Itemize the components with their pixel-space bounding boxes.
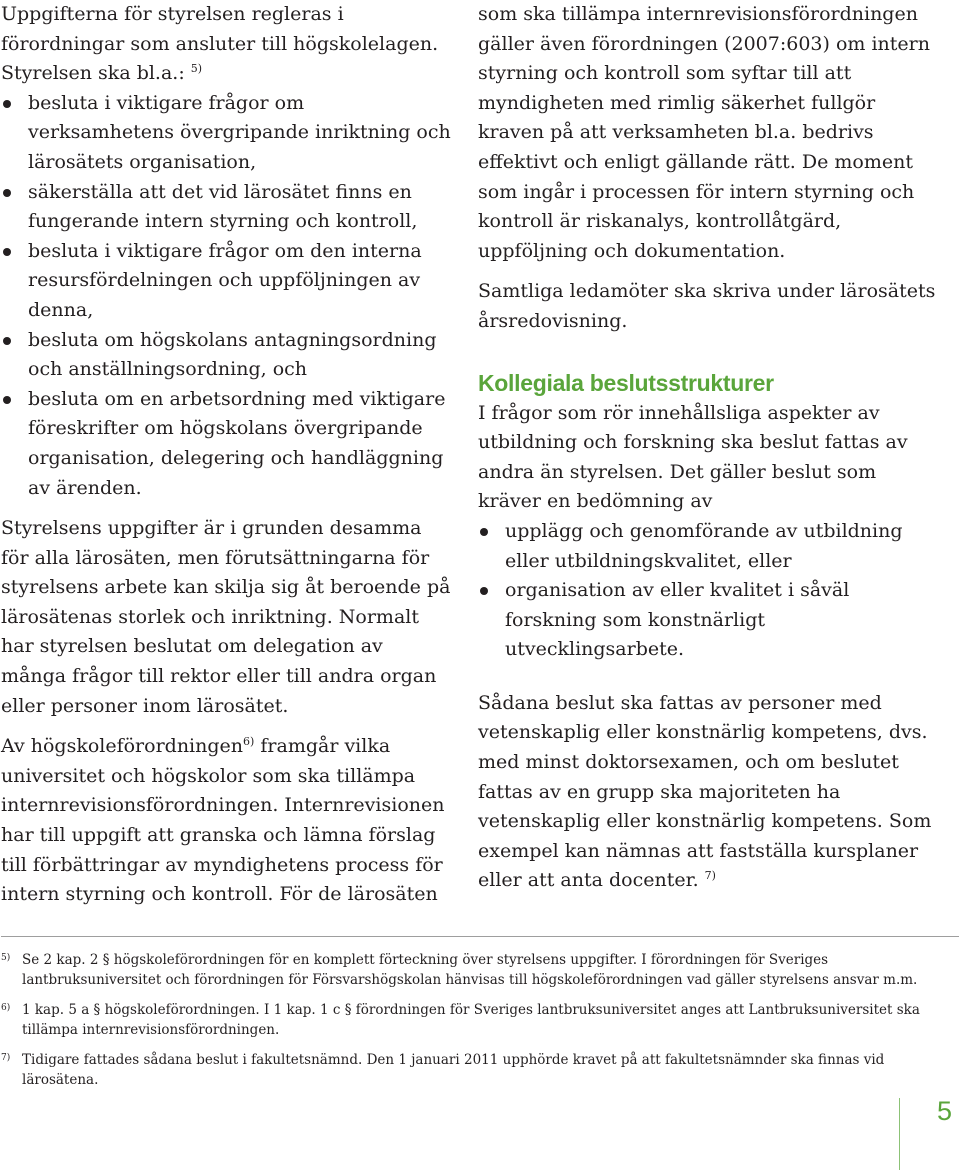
footnote [1, 1050, 926, 1090]
list-item: organisation av eller kvalitet i såväl forskning som konstnärligt utvecklingsarbete. [478, 576, 938, 665]
section-heading: Kollegiala beslutsstrukturer [478, 369, 774, 396]
footnote-ref-7[interactable]: 7) [704, 869, 716, 883]
body-paragraph: Samtliga ledamöter ska skriva under lärosätets årsredovisning. [478, 280, 936, 332]
page-number-rule [899, 1098, 900, 1170]
board-duties-list [1, 89, 453, 503]
body-paragraph: Av högskoleförordningen$^{6)}$ framgår vilka universitet och högskolor som ska tillämpa internrevisionsförordningen. Internrevisionen har till uppgift att granska och lämna förslag till förbättringar av myndighetens process för intern styrning och kontroll. För de lärosäten [1, 735, 445, 906]
left-column [1, 0, 453, 910]
list-item: besluta om högskolans antagningsordning och anställningsordning, och [1, 326, 453, 385]
footnote-number: 7) [1, 1053, 11, 1063]
footnote [1, 950, 926, 990]
footnote-ref-6[interactable]: 6) [243, 735, 255, 749]
list-item: besluta i viktigare frågor om den interna resursfördelningen och uppföljningen av denna, [1, 237, 453, 326]
list-item: besluta om en arbetsordning med viktigare föreskrifter om högskolans övergripande organisation, delegering och handläggning av ärenden. [1, 385, 453, 503]
footnote-text: Se 2 kap. 2 § högskoleförordningen för en komplett förteckning över styrelsens uppgifter. I förordningen för Sveriges lantbruksuniversitet och förordningen för Försvarshögskolan hänvisas till högskoleförordningen vad gäller styrelsens ansvar m.m. [22, 952, 918, 988]
body-paragraph: I frågor som rör innehållsliga aspekter av utbildning och forskning ska beslut fattas av andra än styrelsen. Det gäller beslut som kräver en bedömning av [478, 401, 908, 513]
body-paragraph: som ska tillämpa internrevisionsförordningen gäller även förordningen (2007:603) om intern styrning och kontroll som syftar till att myndigheten med rimlig säkerhet fullgör kraven på att verksamheten bl.a. bedrivs effektivt och enligt gällande rätt. De moment som ingår i processen för intern styrning och kontroll är riskanalys, kontrollåtgärd, uppföljning och dokumentation. [478, 3, 930, 262]
right-column [478, 0, 938, 896]
body-paragraph: Styrelsens uppgifter är i grunden desamma för alla lärosäten, men förutsättningarna för styrelsens arbete kan skilja sig åt beroende på lärosätenas storlek och inriktning. Normalt har styrelsen beslutat om delegation av många frågor till rektor eller till andra organ eller personer inom lärosätet. [1, 517, 451, 717]
list-item: säkerställa att det vid lärosätet finns en fungerande intern styrning och kontroll, [1, 178, 453, 237]
body-paragraph: Sådana beslut ska fattas av personer med vetenskaplig eller konstnärlig kompetens, dvs. med minst doktorsexamen, och om beslutet fattas av en grupp ska majoriteten ha vetenskaplig eller konstnärlig kompetens. Som exempel kan nämnas att fastställa kursplaner eller att anta docenter. $^{7)}$ [478, 691, 932, 892]
intro-paragraph: Uppgifterna för styrelsen regleras i förordningar som ansluter till högskolelagen. Styrelsen ska bl.a.: $^{5)}$ [1, 3, 439, 85]
footnote-divider [1, 936, 959, 937]
list-item: besluta i viktigare frågor om verksamhetens övergripande inriktning och lärosätets organisation, [1, 89, 453, 178]
list-item: upplägg och genomförande av utbildning eller utbildningskvalitet, eller [478, 517, 938, 576]
footnote [1, 1000, 926, 1040]
footnote-text: 1 kap. 5 a § högskoleförordningen. I 1 kap. 1 c § förordningen för Sveriges lantbruksuniversitet anges att Lantbruksuniversitet ska tillämpa internrevisionsförordningen. [22, 1002, 920, 1038]
footnote-ref-5[interactable]: 5) [190, 62, 203, 76]
footnote-number: 6) [1, 1003, 11, 1013]
page-number: 5 [937, 1096, 953, 1126]
collegial-decisions-list [478, 517, 938, 665]
footnote-number: 5) [1, 953, 11, 963]
footnote-text: Tidigare fattades sådana beslut i fakultetsnämnd. Den 1 januari 2011 upphörde kravet på att fakultetsnämnder ska finnas vid lärosätena. [22, 1052, 885, 1088]
footnotes [1, 950, 926, 1100]
